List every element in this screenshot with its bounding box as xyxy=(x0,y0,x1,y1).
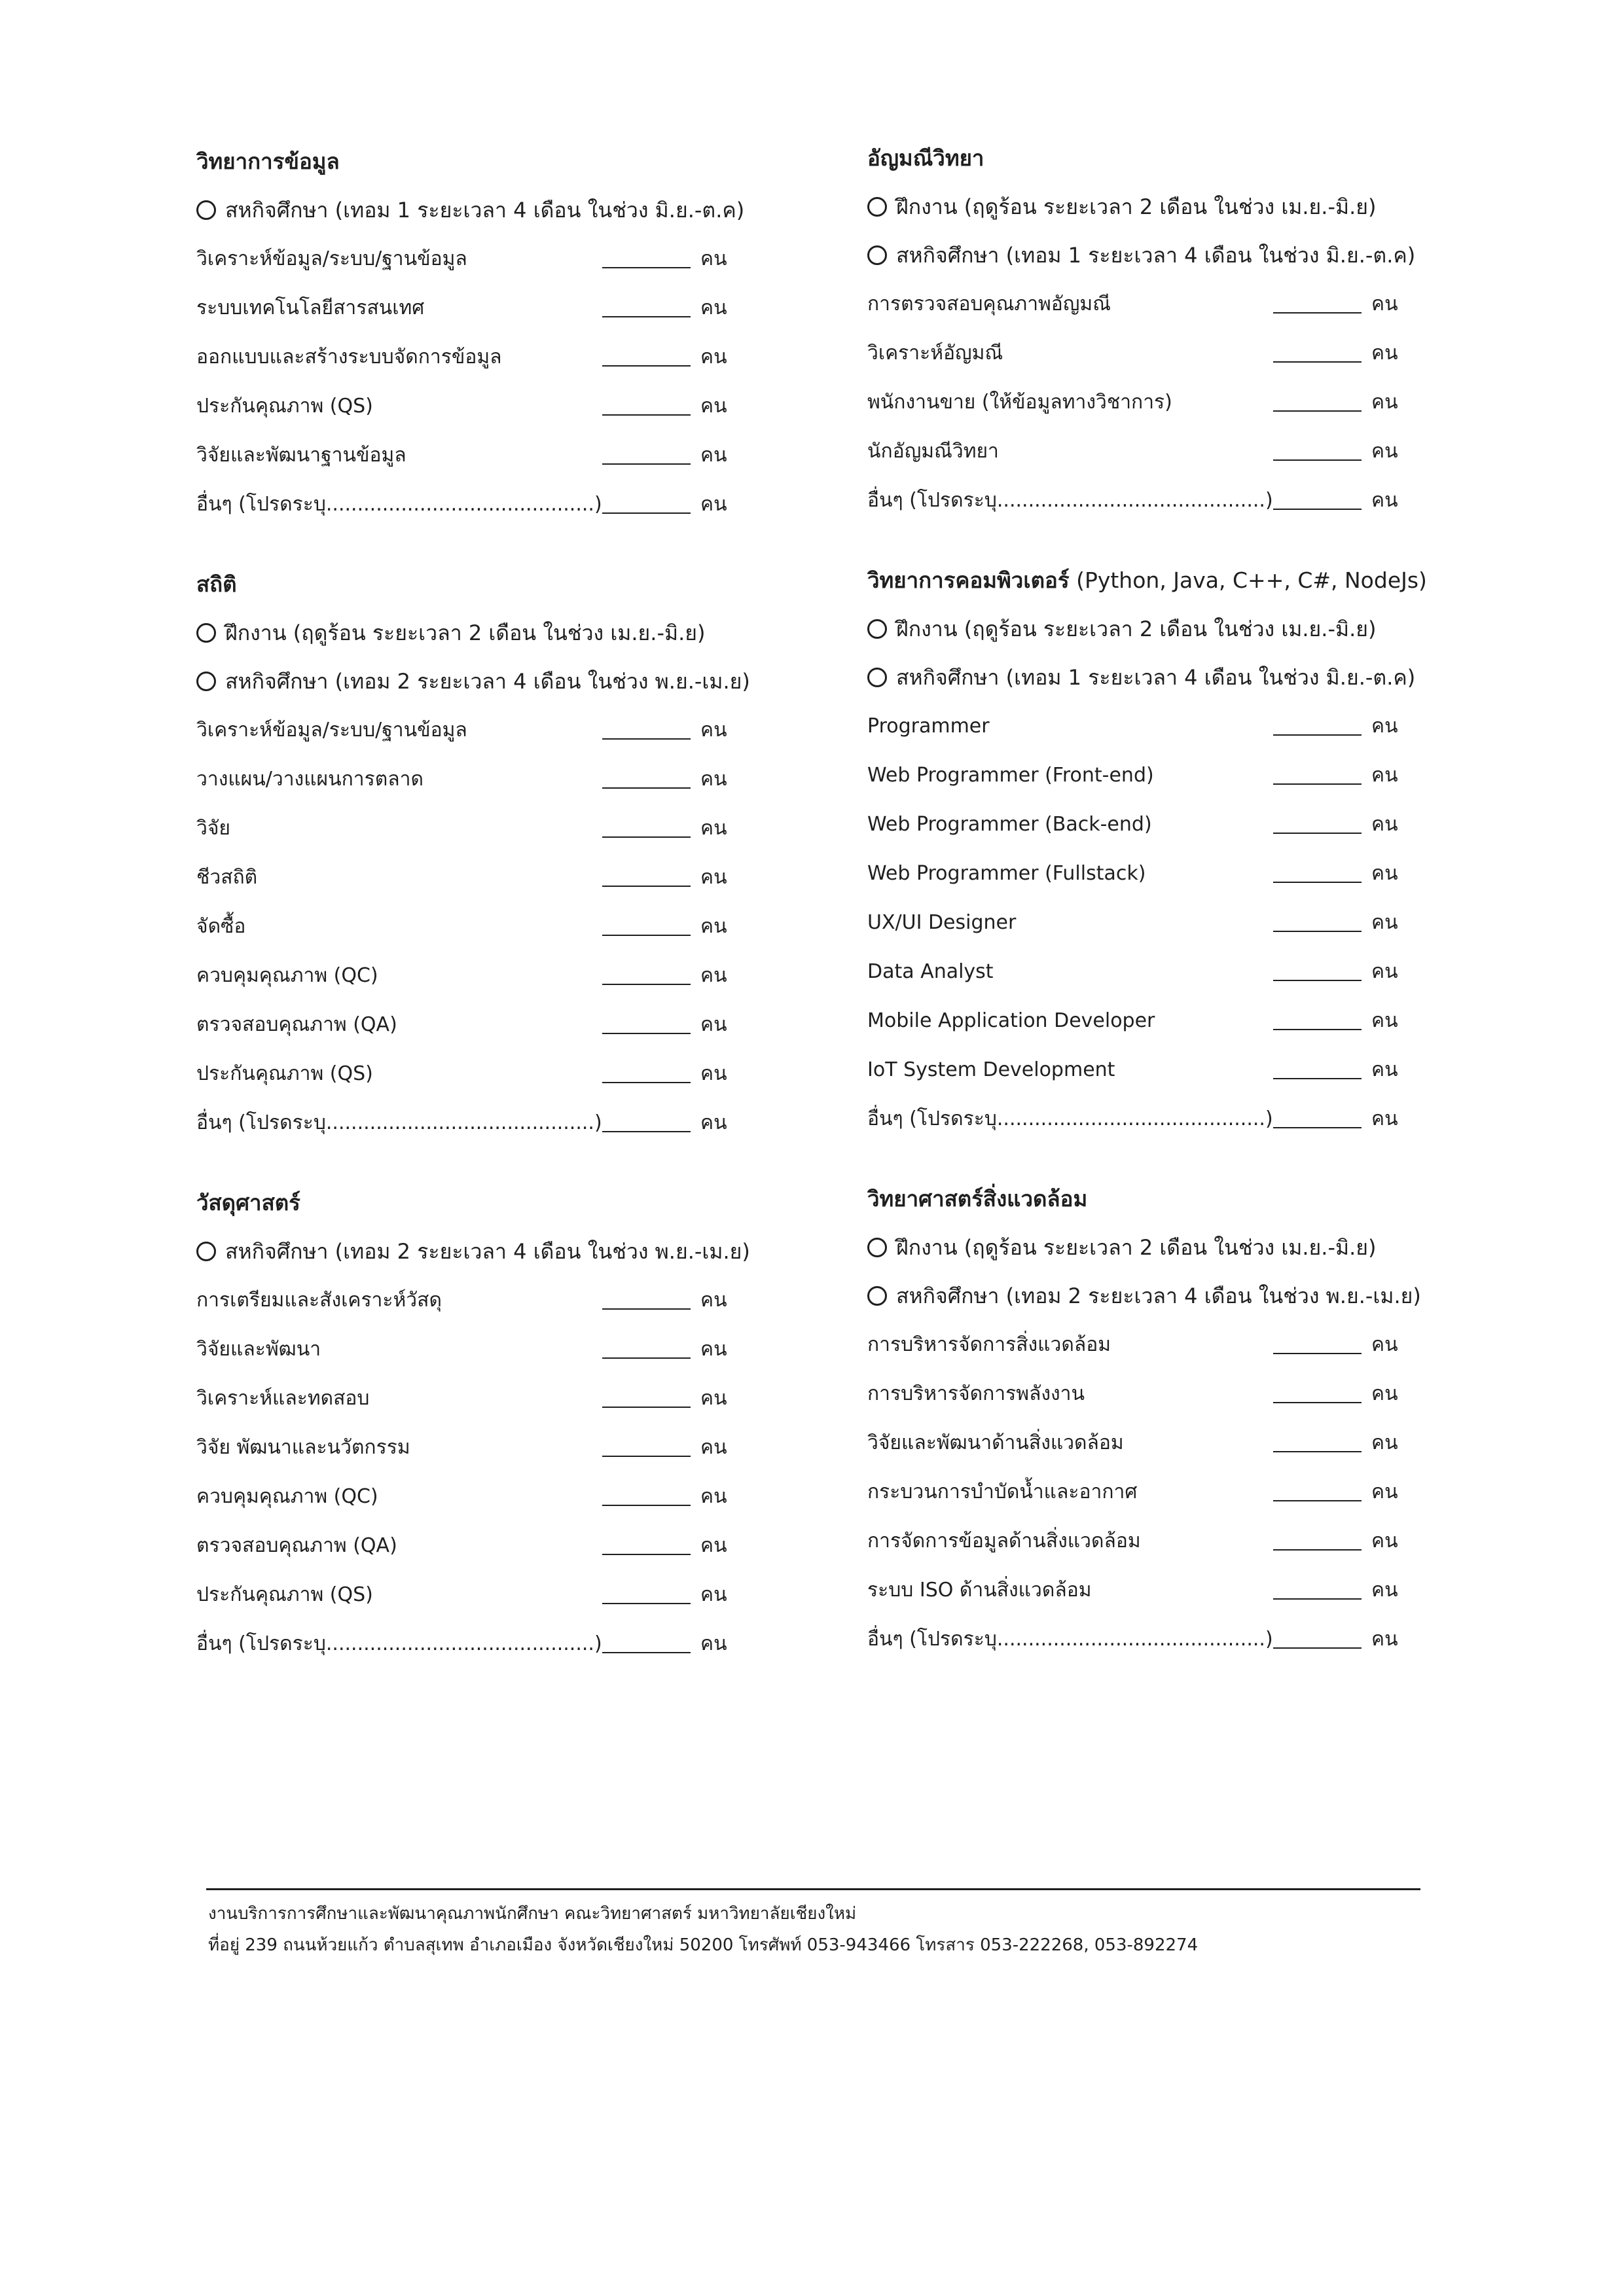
section-gemology xyxy=(867,134,1496,525)
option-internship[interactable]: ฝึกงาน (ฤดูร้อน ระยะเวลา 2 เดือน ในช่วง เม.ย.-มิ.ย) xyxy=(867,605,1496,653)
position-row: ประกันคุณภาพ (QS) คน xyxy=(196,1583,727,1606)
section-title: วัสดุศาสตร์ xyxy=(196,1190,300,1215)
count-blank[interactable] xyxy=(602,1603,691,1604)
position-row: Web Programmer (Back-end) คน xyxy=(867,813,1398,836)
count-blank[interactable] xyxy=(1273,459,1362,461)
count-blank[interactable] xyxy=(602,1652,691,1653)
count-blank[interactable] xyxy=(1273,1029,1362,1030)
count-blank[interactable] xyxy=(602,1033,691,1034)
position-row: วิเคราะห์อัญมณี คน xyxy=(867,342,1398,365)
position-row: ระบบ ISO ด้านสิ่งแวดล้อม คน xyxy=(867,1579,1398,1602)
radio-circle-icon[interactable] xyxy=(867,1238,887,1257)
radio-circle-icon[interactable] xyxy=(867,668,887,687)
option-coop[interactable]: สหกิจศึกษา (เทอม 1 ระยะเวลา 4 เดือน ในช่วง มิ.ย.-ต.ค) xyxy=(867,653,1496,702)
count-blank[interactable] xyxy=(602,414,691,416)
section-title: วิทยาการข้อมูล xyxy=(196,149,340,174)
count-blank[interactable] xyxy=(602,1554,691,1555)
count-blank[interactable] xyxy=(602,1131,691,1132)
count-blank[interactable] xyxy=(602,787,691,789)
option-coop[interactable]: สหกิจศึกษา (เทอม 1 ระยะเวลา 4 เดือน ในช่วง มิ.ย.-ต.ค) xyxy=(196,186,825,234)
radio-circle-icon[interactable] xyxy=(196,672,216,691)
option-internship[interactable]: ฝึกงาน (ฤดูร้อน ระยะเวลา 2 เดือน ในช่วง เม.ย.-มิ.ย) xyxy=(196,609,825,657)
count-blank[interactable] xyxy=(1273,1353,1362,1354)
position-row: วิเคราะห์ข้อมูล/ระบบ/ฐานข้อมูล คน xyxy=(196,247,727,270)
count-blank[interactable] xyxy=(1273,1549,1362,1551)
count-blank[interactable] xyxy=(1273,312,1362,314)
radio-circle-icon[interactable] xyxy=(196,200,216,220)
count-blank[interactable] xyxy=(1273,1078,1362,1079)
option-coop[interactable]: สหกิจศึกษา (เทอม 1 ระยะเวลา 4 เดือน ในช่วง มิ.ย.-ต.ค) xyxy=(867,231,1496,279)
footer-divider xyxy=(206,1888,1420,1890)
radio-circle-icon[interactable] xyxy=(867,245,887,265)
radio-circle-icon[interactable] xyxy=(196,1242,216,1261)
position-row: ควบคุมคุณภาพ (QC) คน xyxy=(196,1485,727,1508)
count-blank[interactable] xyxy=(1273,1127,1362,1128)
position-row: การบริหารจัดการพลังงาน คน xyxy=(867,1382,1398,1405)
count-blank[interactable] xyxy=(1273,1402,1362,1403)
position-row: จัดซื้อ คน xyxy=(196,915,727,938)
count-blank[interactable] xyxy=(1273,882,1362,883)
option-coop[interactable]: สหกิจศึกษา (เทอม 2 ระยะเวลา 4 เดือน ในช่วง พ.ย.-เม.ย) xyxy=(196,1227,825,1276)
count-blank[interactable] xyxy=(602,267,691,268)
position-row: ตรวจสอบคุณภาพ (QA) คน xyxy=(196,1013,727,1036)
count-blank[interactable] xyxy=(602,1308,691,1310)
section-data-science xyxy=(196,137,825,529)
position-row: การจัดการข้อมูลด้านสิ่งแวดล้อม คน xyxy=(867,1530,1398,1552)
position-row: UX/UI Designer คน xyxy=(867,911,1398,934)
section-statistics xyxy=(196,560,825,1147)
position-row: ออกแบบและสร้างระบบจัดการข้อมูล คน xyxy=(196,346,727,368)
position-row: ระบบเทคโนโลยีสารสนเทศ คน xyxy=(196,296,727,319)
count-blank[interactable] xyxy=(1273,361,1362,363)
count-blank[interactable] xyxy=(1273,1451,1362,1452)
option-coop[interactable]: สหกิจศึกษา (เทอม 2 ระยะเวลา 4 เดือน ในช่วง พ.ย.-เม.ย) xyxy=(867,1272,1496,1320)
position-row: วิเคราะห์และทดสอบ คน xyxy=(196,1387,727,1410)
position-row-other: อื่นๆ (โปรดระบุ...........................................) คน xyxy=(867,1107,1398,1130)
section-subtitle: (Python, Java, C++, C#, NodeJs) xyxy=(1069,567,1427,593)
section-title: อัญมณีวิทยา xyxy=(867,145,984,171)
position-row: วิจัย คน xyxy=(196,817,727,840)
count-blank[interactable] xyxy=(602,886,691,887)
position-row: IoT System Development คน xyxy=(867,1058,1398,1081)
section-computer-science xyxy=(867,556,1496,1143)
count-blank[interactable] xyxy=(1273,734,1362,736)
position-row: การบริหารจัดการสิ่งแวดล้อม คน xyxy=(867,1333,1398,1356)
count-blank[interactable] xyxy=(1273,509,1362,510)
position-row: Programmer คน xyxy=(867,715,1398,738)
section-environmental-science xyxy=(867,1175,1496,1664)
radio-circle-icon[interactable] xyxy=(867,197,887,217)
count-blank[interactable] xyxy=(602,738,691,740)
footer-address: ที่อยู่ 239 ถนนห้วยแก้ว ตำบลสุเทพ อำเภอเมือง จังหวัดเชียงใหม่ 50200 โทรศัพท์ 053-943466 โทรสาร 053-222268, 053-892274 xyxy=(208,1935,1199,1955)
radio-circle-icon[interactable] xyxy=(867,1286,887,1306)
section-title: วิทยาการคอมพิวเตอร์ (Python, Java, C++, C#, NodeJs) xyxy=(867,567,1427,593)
count-blank[interactable] xyxy=(602,1407,691,1408)
footer xyxy=(208,1898,1198,1961)
position-row: การตรวจสอบคุณภาพอัญมณี คน xyxy=(867,293,1398,315)
count-blank[interactable] xyxy=(1273,783,1362,785)
position-row: วิจัยและพัฒนา คน xyxy=(196,1338,727,1361)
position-row: ประกันคุณภาพ (QS) คน xyxy=(196,1062,727,1085)
position-row: Web Programmer (Front-end) คน xyxy=(867,764,1398,787)
position-row: วิเคราะห์ข้อมูล/ระบบ/ฐานข้อมูล คน xyxy=(196,719,727,742)
count-blank[interactable] xyxy=(602,1505,691,1506)
right-column xyxy=(867,134,1496,1695)
position-row: การเตรียมและสังเคราะห์วัสดุ คน xyxy=(196,1289,727,1312)
radio-circle-icon[interactable] xyxy=(196,623,216,643)
position-row: ตรวจสอบคุณภาพ (QA) คน xyxy=(196,1534,727,1557)
position-row: นักอัญมณีวิทยา คน xyxy=(867,440,1398,463)
position-row-other: อื่นๆ (โปรดระบุ...........................................) คน xyxy=(196,493,727,516)
position-row: วิจัยและพัฒนาด้านสิ่งแวดล้อม คน xyxy=(867,1431,1398,1454)
position-row: พนักงานขาย (ให้ข้อมูลทางวิชาการ) คน xyxy=(867,391,1398,414)
count-blank[interactable] xyxy=(1273,833,1362,834)
count-blank[interactable] xyxy=(602,1357,691,1359)
section-title: วิทยาศาสตร์สิ่งแวดล้อม xyxy=(867,1186,1088,1211)
count-blank[interactable] xyxy=(1273,980,1362,981)
position-row: วางแผน/วางแผนการตลาด คน xyxy=(196,768,727,791)
option-internship[interactable]: ฝึกงาน (ฤดูร้อน ระยะเวลา 2 เดือน ในช่วง เม.ย.-มิ.ย) xyxy=(867,1223,1496,1272)
count-blank[interactable] xyxy=(602,463,691,465)
count-blank[interactable] xyxy=(602,836,691,838)
position-row: วิจัย พัฒนาและนวัตกรรม คน xyxy=(196,1436,727,1459)
option-coop[interactable]: สหกิจศึกษา (เทอม 2 ระยะเวลา 4 เดือน ในช่วง พ.ย.-เม.ย) xyxy=(196,657,825,706)
footer-office-name: งานบริการการศึกษาและพัฒนาคุณภาพนักศึกษา คณะวิทยาศาสตร์ มหาวิทยาลัยเชียงใหม่ xyxy=(208,1904,857,1924)
position-row: วิจัยและพัฒนาฐานข้อมูล คน xyxy=(196,444,727,467)
position-row: กระบวนการบำบัดน้ำและอากาศ คน xyxy=(867,1480,1398,1503)
section-title: สถิติ xyxy=(196,571,237,597)
position-row-other: อื่นๆ (โปรดระบุ...........................................) คน xyxy=(196,1632,727,1655)
count-blank[interactable] xyxy=(602,512,691,514)
position-row: ชีวสถิติ คน xyxy=(196,866,727,889)
position-row: Data Analyst คน xyxy=(867,960,1398,983)
count-blank[interactable] xyxy=(1273,1647,1362,1649)
section-materials-science xyxy=(196,1179,825,1668)
position-row: ควบคุมคุณภาพ (QC) คน xyxy=(196,964,727,987)
count-blank[interactable] xyxy=(602,984,691,985)
count-blank[interactable] xyxy=(602,365,691,367)
count-blank[interactable] xyxy=(1273,931,1362,932)
count-blank[interactable] xyxy=(602,1456,691,1457)
position-row: Mobile Application Developer คน xyxy=(867,1009,1398,1032)
position-row: Web Programmer (Fullstack) คน xyxy=(867,862,1398,885)
option-internship[interactable]: ฝึกงาน (ฤดูร้อน ระยะเวลา 2 เดือน ในช่วง เม.ย.-มิ.ย) xyxy=(867,183,1496,231)
count-blank[interactable] xyxy=(602,1082,691,1083)
count-blank[interactable] xyxy=(602,316,691,317)
position-row-other: อื่นๆ (โปรดระบุ...........................................) คน xyxy=(867,1628,1398,1651)
position-row-other: อื่นๆ (โปรดระบุ...........................................) คน xyxy=(867,489,1398,512)
count-blank[interactable] xyxy=(1273,1500,1362,1501)
radio-circle-icon[interactable] xyxy=(867,619,887,639)
count-blank[interactable] xyxy=(602,935,691,936)
count-blank[interactable] xyxy=(1273,1598,1362,1600)
position-row-other: อื่นๆ (โปรดระบุ...........................................) คน xyxy=(196,1111,727,1134)
count-blank[interactable] xyxy=(1273,410,1362,412)
position-row: ประกันคุณภาพ (QS) คน xyxy=(196,395,727,418)
left-column xyxy=(196,137,825,1700)
